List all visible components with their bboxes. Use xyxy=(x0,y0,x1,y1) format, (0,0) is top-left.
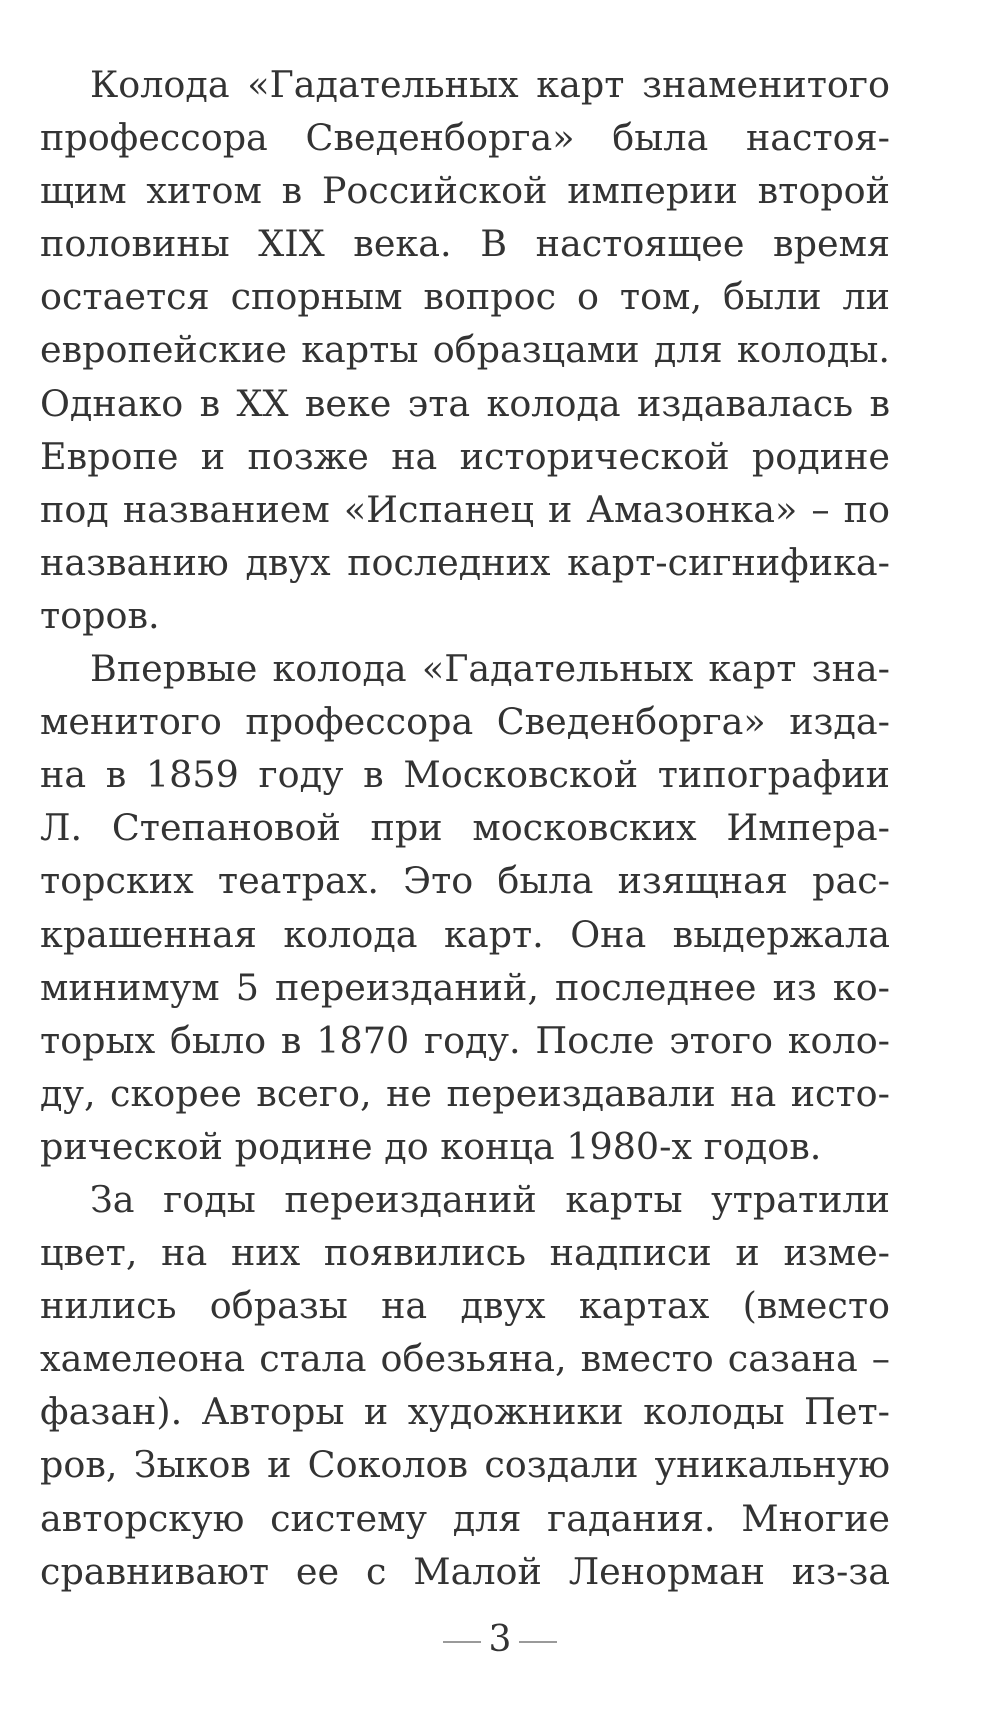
text-line: менитого профессора Сведенборга» изда- xyxy=(40,700,890,744)
text-line: ду, скорее всего, не переиздавали на исто- xyxy=(40,1071,890,1115)
text-line: Л. Степановой при московских Импера- xyxy=(40,806,890,850)
text-line: торых было в 1870 году. После этого коло- xyxy=(40,1018,890,1062)
text-line: цвет, на них появились надписи и изме- xyxy=(40,1231,890,1275)
text-line: остается спорным вопрос о том, были ли xyxy=(40,275,890,319)
text-line: нились образы на двух картах (вместо xyxy=(40,1284,890,1328)
text-line: торских театрах. Это была изящная рас- xyxy=(40,859,890,903)
text-line: минимум 5 переизданий, последнее из ко- xyxy=(40,965,890,1009)
text-line: европейские карты образцами для колоды. xyxy=(40,328,890,372)
text-line: профессора Сведенборга» была настоя- xyxy=(40,116,890,160)
text-line: Колода «Гадательных карт знаменитого xyxy=(90,63,890,106)
text-line: авторскую систему для гадания. Многие xyxy=(40,1496,890,1540)
text-line: половины XIX века. В настоящее время xyxy=(40,222,890,266)
text-line: Европе и позже на исторической родине xyxy=(40,434,890,478)
text-line: фазан). Авторы и художники колоды Пет- xyxy=(40,1390,890,1434)
text-line: Однако в XX веке эта колода издавалась в xyxy=(40,381,890,425)
page-number xyxy=(0,1615,1000,1665)
text-line: под названием «Испанец и Амазонка» – по xyxy=(40,487,890,531)
text-line: на в 1859 году в Московской типографии xyxy=(40,753,890,797)
text-line: ров, Зыков и Соколов создали уникальную xyxy=(40,1443,890,1487)
text-line: За годы переизданий карты утратили xyxy=(90,1177,890,1221)
text-line: рической родине до конца 1980-х годов. xyxy=(40,1124,822,1168)
text-line: Впервые колода «Гадательных карт зна- xyxy=(90,647,890,691)
text-line: названию двух последних карт-сигнифика- xyxy=(40,540,890,584)
text-line: крашенная колода карт. Она выдержала xyxy=(40,912,890,956)
page-number-dash-left xyxy=(443,1641,481,1643)
page-number-value: 3 xyxy=(488,1619,512,1660)
text-line: щим хитом в Российской империи второй xyxy=(40,169,890,213)
text-line: торов. xyxy=(40,593,160,637)
body-text xyxy=(40,58,890,1598)
text-line: сравнивают ее с Малой Ленорман из-за xyxy=(40,1549,890,1593)
page-number-dash-right xyxy=(519,1641,557,1643)
text-line: хамелеона стала обезьяна, вместо сазана – xyxy=(40,1337,890,1381)
